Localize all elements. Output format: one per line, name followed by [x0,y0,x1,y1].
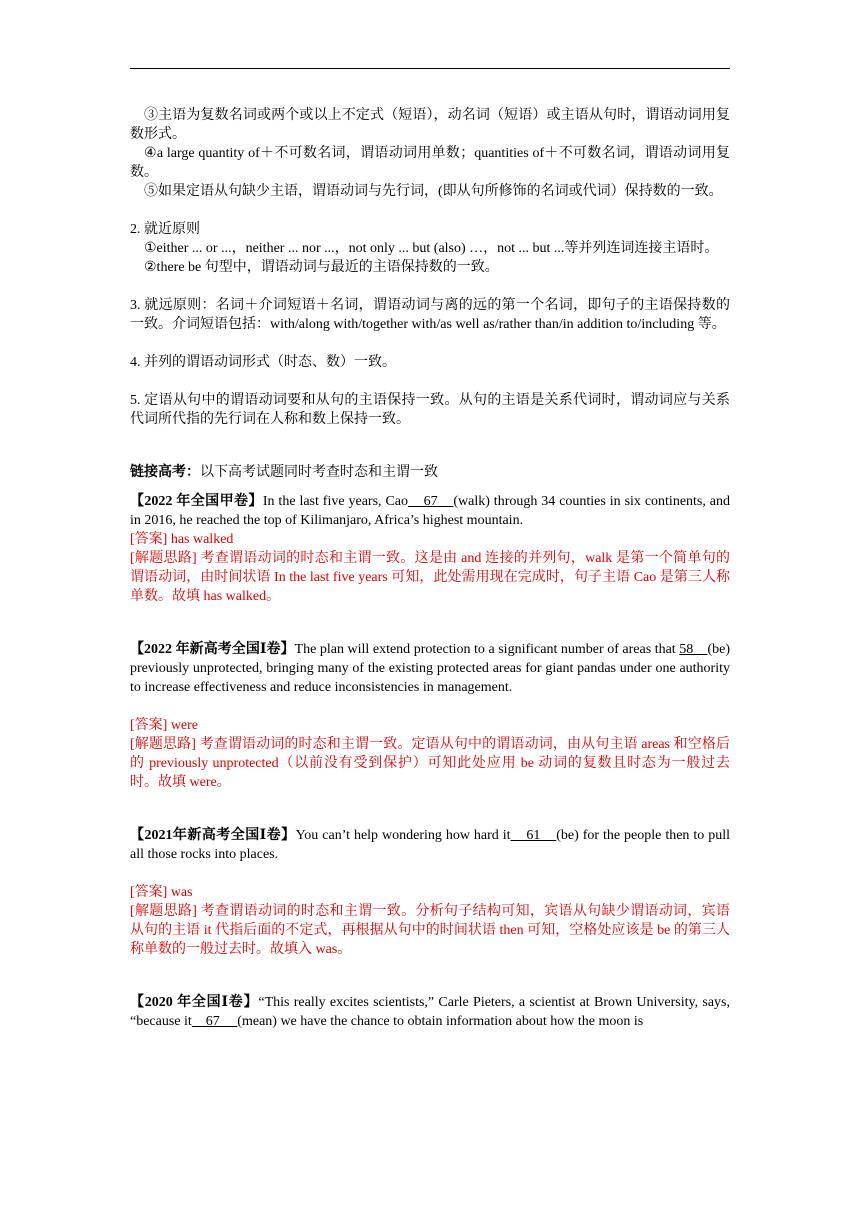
answer-3: [答案] was [130,885,193,900]
rule-2-title: 2. 就近原则 [130,222,200,237]
analysis-3: [解题思路] 考查谓语动词的时态和主谓一致。分析句子结构可知，宾语从句缺少谓语动词，宾语从句的主语 it 代指后面的不定式，再根据从句中的时间状语 then 可知，空格处应该是 be 的第三人称单数的一般过去时。故填入 was。 [130,904,730,957]
question-1 [130,492,730,530]
question-text-before: “This really excites scientists,” Carle Pieters, a scientist at Brown University, says, “because it [130,995,730,1029]
question-blank: 61 [510,828,557,843]
answer-2: [答案] were [130,718,199,733]
rule-5: 5. 定语从句中的谓语动词要和从句的主语保持一致。从句的主语是关系代词时，谓动词应与关系代词所代指的先行词在人称和数上保持一致。 [130,393,730,427]
question-text-before: The plan will extend protection to a significant number of areas that [294,642,680,657]
link-text: 以下高考试题同时考查时态和主谓一致 [200,465,438,480]
question-text-after: (mean) we have the chance to obtain information about how the moon is [237,1014,644,1029]
rule-1-3: ③主语为复数名词或两个或以上不定式（短语），动名词（短语）或主语从句时，谓语动词用复数形式。 [130,108,730,142]
rule-2-2: ②there be 句型中，谓语动词与最近的主语保持数的一致。 [144,260,499,275]
question-source: 【2020 年全国Ⅰ卷】 [130,995,259,1010]
question-blank: 67 [408,494,454,509]
rule-3: 3. 就远原则：名词＋介词短语＋名词，谓语动词与离的远的第一个名词，即句子的主语保持数的一致。介词短语包括：with/along with/together with/as well as/rather than/in addition to/including 等。 [130,298,730,332]
question-4 [130,993,730,1031]
question-blank: 67 [191,1014,238,1029]
rule-4: 4. 并列的谓语动词形式（时态、数）一致。 [130,355,396,370]
rule-2-1: ①either ... or ...，neither ... nor ...，not only ... but (also) …，not ... but ...等并列连词连接主语时。 [144,241,719,256]
rule-1-4: ④a large quantity of＋不可数名词，谓语动词用单数；quantities of＋不可数名词，谓语动词用复数。 [130,146,730,180]
question-text-before: In the last five years, Cao [262,494,408,509]
rule-1-5: ⑤如果定语从句缺少主语，谓语动词与先行词，(即从句所修饰的名词或代词）保持数的一致。 [144,184,723,199]
question-source: 【2022 年新高考全国Ⅰ卷】 [130,642,295,657]
question-source: 【2021年新高考全国Ⅰ卷】 [130,828,296,843]
question-text-before: You can’t help wondering how hard it [295,828,511,843]
question-text-after: (walk) through 34 counties in six continents, and in 2016, he reached the top of Kilimanjaro, Africa’s highest mountain. [130,494,731,528]
question-source: 【2022 年全国甲卷】 [130,494,263,509]
question-blank: 58 [679,642,708,657]
analysis-2: [解题思路] 考查谓语动词的时态和主谓一致。定语从句中的谓语动词，由从句主语 areas 和空格后的 previously unprotected（以前没有受到保护）可知此处应用 be 动词的复数且时态为一般过去时。故填 were。 [130,737,730,790]
question-2 [130,640,730,697]
document-body [130,106,730,1031]
question-text-after: (be) for the people then to pull all those rocks into places. [130,828,731,862]
question-text-after: (be) previously unprotected, bringing many of the existing protected areas for giant pandas under one authority to increase effectiveness and reduce inconsistencies in management. [130,642,730,695]
question-3 [130,826,730,864]
header-rule [130,68,730,69]
link-gaokao [130,463,730,482]
answer-1: [答案] has walked [130,532,234,547]
link-label: 链接高考： [130,465,200,480]
analysis-1: [解题思路] 考查谓语动词的时态和主谓一致。这是由 and 连接的并列句，walk 是第一个简单句的谓语动词，由时间状语 In the last five years 可知，此处需用现在完成时，句子主语 Cao 是第三人称单数。故填 has walked。 [130,551,730,604]
